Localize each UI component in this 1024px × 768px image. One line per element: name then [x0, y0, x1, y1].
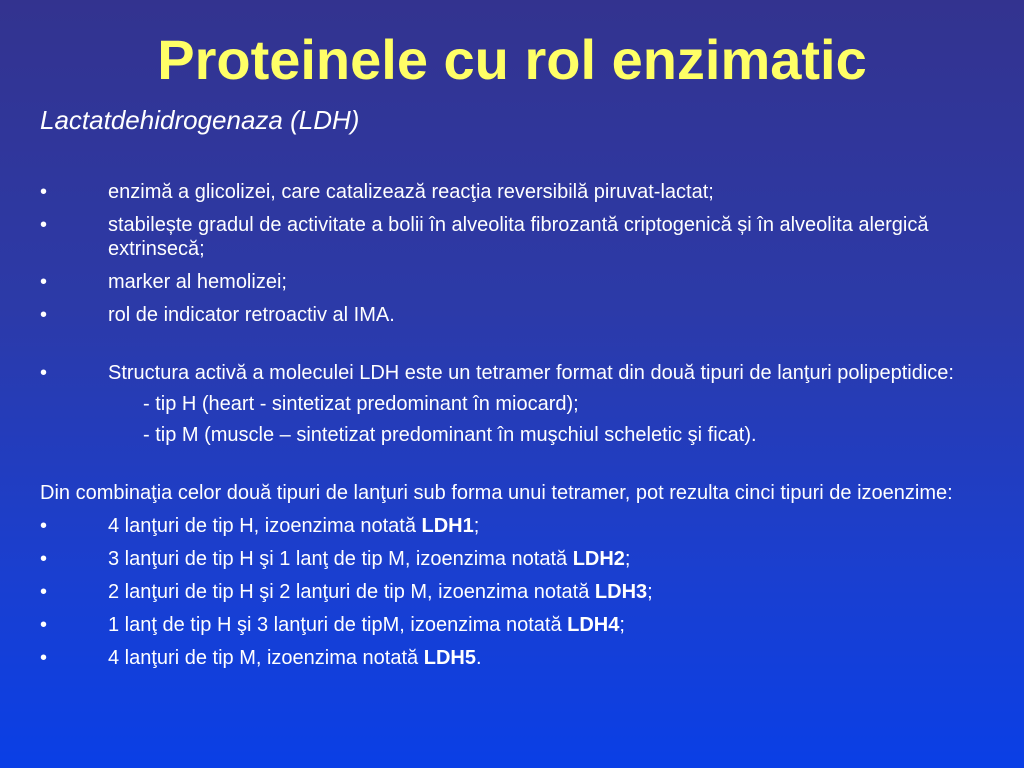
isoenzyme-item — [40, 646, 990, 670]
isoenzyme-name: LDH5 — [423, 647, 476, 669]
isoenzyme-end: ; — [473, 515, 480, 537]
bullet: • — [40, 647, 48, 669]
list-item-text: marker al hemolizei; — [108, 271, 287, 293]
bullet: • — [40, 304, 48, 326]
slide-subtitle: Lactatdehidrogenaza (LDH) — [40, 105, 360, 135]
list-item-text: stabilește gradul de activitate a bolii în alveolita fibrozantă criptogenică și în alveolita alergică extrinsecă; — [108, 214, 929, 260]
isoenzyme-item — [40, 613, 990, 637]
isoenzyme-text: 1 lanţ de tip H şi 3 lanţuri de tipM, izoenzima notată — [108, 614, 568, 636]
slide-body — [40, 180, 990, 670]
combination-paragraph: Din combinaţia celor două tipuri de lanţuri sub forma unui tetramer, pot rezulta cinci tipuri de izoenzime: — [40, 482, 953, 504]
list-item — [40, 270, 990, 294]
bullet: • — [40, 581, 48, 603]
isoenzyme-item — [40, 547, 990, 571]
isoenzyme-end: ; — [647, 581, 653, 603]
list-item-text: enzimă a glicolizei, care catalizează reacţia reversibilă piruvat-lactat; — [108, 181, 714, 203]
isoenzyme-end: . — [475, 647, 482, 669]
list-item — [40, 213, 990, 261]
slide-title: Proteinele cu rol enzimatic — [157, 28, 867, 91]
isoenzyme-name: LDH3 — [594, 581, 648, 603]
isoenzyme-text: 2 lanţuri de tip H şi 2 lanţuri de tip M, izoenzima notată — [108, 581, 595, 603]
list-item-structure — [40, 361, 990, 385]
bullet: • — [40, 181, 48, 203]
bullet: • — [40, 548, 48, 570]
isoenzyme-text: 4 lanţuri de tip H, izoenzima notată — [108, 515, 422, 537]
isoenzyme-item — [40, 514, 990, 538]
sub-item: - tip H (heart - sintetizat predominant în miocard); — [143, 393, 579, 415]
bullet: • — [40, 214, 48, 236]
isoenzyme-item — [40, 580, 990, 604]
isoenzyme-end: ; — [619, 614, 625, 636]
bullet: • — [40, 614, 48, 636]
isoenzyme-text: 3 lanţuri de tip H şi 1 lanţ de tip M, izoenzima notată — [108, 548, 573, 570]
bullet: • — [40, 362, 48, 384]
isoenzyme-name: LDH4 — [567, 614, 620, 636]
bullet: • — [40, 271, 48, 293]
bullet: • — [40, 515, 48, 537]
sub-item: - tip M (muscle – sintetizat predominant în muşchiul scheletic şi ficat). — [143, 424, 757, 446]
isoenzyme-name: LDH1 — [421, 515, 474, 537]
isoenzyme-name: LDH2 — [572, 548, 625, 570]
list-item-text: rol de indicator retroactiv al IMA. — [108, 304, 395, 326]
list-item — [40, 180, 990, 204]
structure-text: Structura activă a moleculei LDH este un tetramer format din două tipuri de lanţuri polipeptidice: — [108, 362, 954, 384]
list-item — [40, 303, 990, 327]
isoenzyme-end: ; — [624, 548, 631, 570]
isoenzyme-text: 4 lanţuri de tip M, izoenzima notată — [108, 647, 424, 669]
